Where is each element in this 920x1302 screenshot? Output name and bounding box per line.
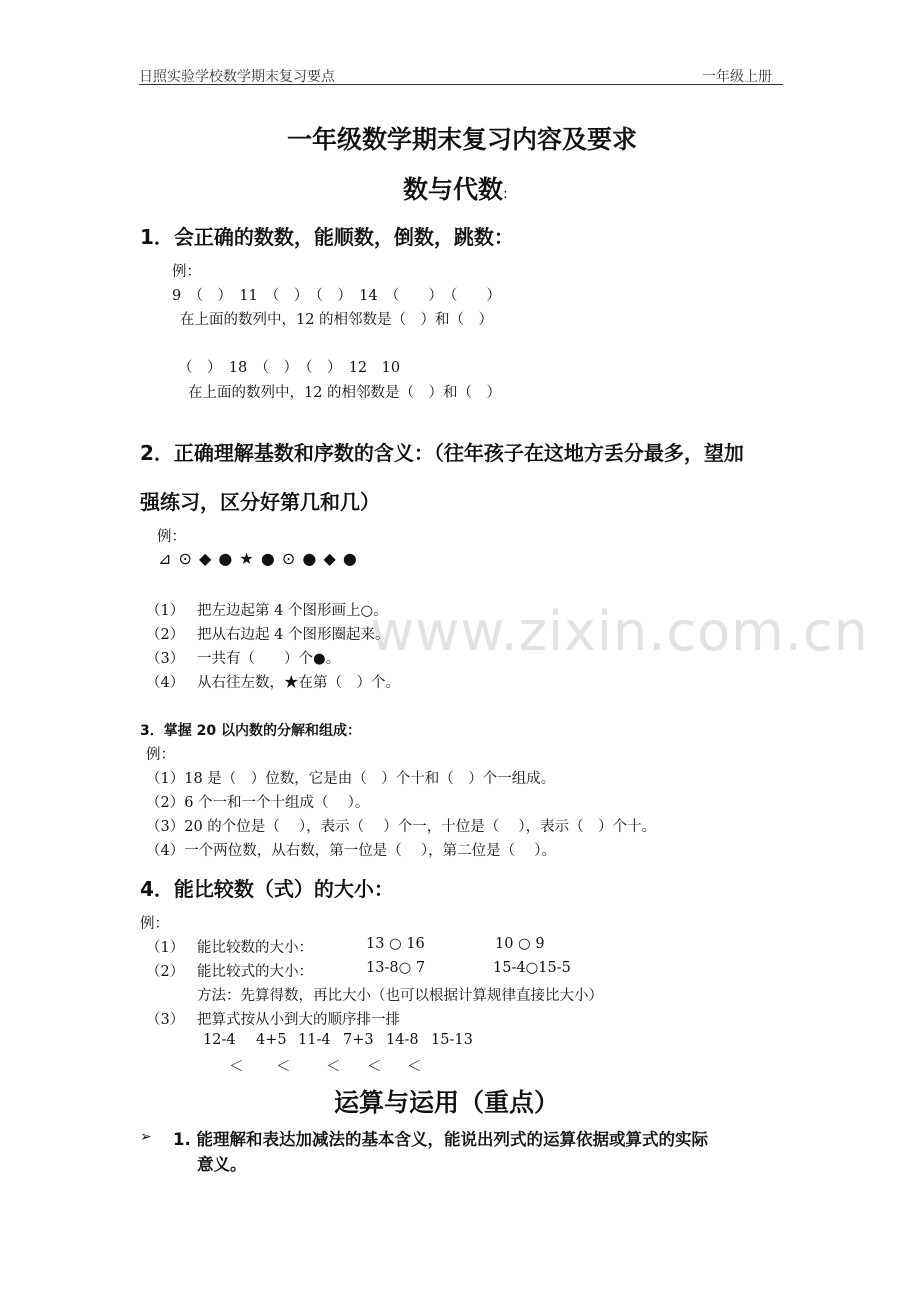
sec5-item-line2: 意义。: [197, 1155, 247, 1174]
sec4-item2-compare-a: 13-8○ 7: [366, 960, 426, 976]
sec4-less-than: ＜: [407, 1059, 422, 1075]
sec4-item1-num: （1）: [146, 940, 185, 956]
sec2-example-label: 例：: [157, 529, 186, 545]
sec4-item1-compare-b: 10 ○ 9: [495, 936, 545, 952]
header-left: 日照实验学校数学期末复习要点: [139, 69, 335, 85]
sec4-item2-label: 能比较式的大小：: [197, 964, 313, 980]
sec4-method: 方法：先算得数，再比大小（也可以根据计算规律直接比大小）: [197, 988, 603, 1004]
sec2-item-text: 从右往左数，★在第（ ）个。: [197, 675, 400, 691]
header-divider: [139, 84, 783, 85]
sec4-item2-compare-b: 15-4○15-5: [493, 960, 571, 976]
sec4-heading: 4．能比较数（式）的大小：: [140, 877, 394, 901]
sec4-less-than: ＜: [367, 1059, 382, 1075]
sec4-expression: 7+3: [343, 1032, 374, 1048]
sec5-item-line1: 1. 能理解和表达加减法的基本含义，能说出列式的运算依据或算式的实际: [173, 1130, 708, 1149]
sec4-expression: 14-8: [386, 1032, 419, 1048]
header-right: 一年级上册: [702, 69, 772, 85]
sec4-less-than: ＜: [229, 1059, 244, 1075]
sec2-shapes-row: ⊿ ⊙ ◆ ● ★ ● ⊙ ● ◆ ●: [158, 549, 358, 568]
sec2-item-text: 一共有（ ）个●。: [197, 651, 341, 667]
sec1-heading: 1．会正确的数数，能顺数，倒数，跳数：: [140, 225, 514, 249]
sec2-heading-line1: 2．正确理解基数和序数的含义：（往年孩子在这地方丢分最多，望加: [140, 441, 744, 465]
sec4-item2-num: （2）: [146, 964, 185, 980]
sec3-item: （4）一个两位数，从右数，第一位是（ ），第二位是（ ）。: [146, 843, 556, 859]
sec2-item-num: （2）: [146, 627, 185, 643]
sec2-heading-line2: 强练习，区分好第几和几）: [140, 490, 380, 514]
sec3-item: （1）18 是（ ）位数，它是由（ ）个十和（ ）个一组成。: [146, 771, 556, 787]
sec3-example-label: 例：: [146, 747, 175, 763]
sec4-expression: 12-4: [203, 1032, 236, 1048]
sec1-sequence-1: 9 （ ） 11 （ ） （ ） 14 （ ） （ ）: [172, 288, 501, 304]
sec4-item1-compare-a: 13 ○ 16: [366, 936, 425, 952]
sec3-item: （3）20 的个位是（ ），表示（ ）个一，十位是（ ），表示（ ）个十。: [146, 819, 657, 835]
section-title-text: 数与代数: [403, 175, 504, 204]
sec1-example-label: 例：: [172, 264, 201, 280]
sec1-question-2: 在上面的数列中，12 的相邻数是（ ）和（ ）: [188, 385, 502, 401]
sec2-item-num: （4）: [146, 675, 185, 691]
sec4-example-label: 例：: [140, 916, 169, 932]
watermark: www.zixin.com.cn: [370, 600, 869, 663]
sec2-item-num: （1）: [146, 603, 185, 619]
sec2-item-num: （3）: [146, 651, 185, 667]
sec4-less-than: ＜: [326, 1059, 341, 1075]
section-title-operations: 运算与运用（重点）: [334, 1088, 560, 1117]
sec4-expression: 11-4: [298, 1032, 331, 1048]
sec4-item3-num: （3）: [146, 1012, 185, 1028]
section-title-number-algebra: [403, 170, 508, 206]
sec2-item-text: 把左边起第 4 个图形画上○。: [197, 603, 388, 619]
sec4-item1-label: 能比较数的大小：: [197, 940, 313, 956]
sec1-question-1: 在上面的数列中，12 的相邻数是（ ）和（ ）: [180, 312, 494, 328]
sec4-expression: 4+5: [256, 1032, 287, 1048]
sec3-item: （2）6 个一和一个十组成（ ）。: [146, 795, 370, 811]
page-title: 一年级数学期末复习内容及要求: [287, 125, 638, 154]
bullet-arrow-icon: ➢: [140, 1129, 152, 1145]
sec4-less-than: ＜: [276, 1059, 291, 1075]
sec4-item3-label: 把算式按从小到大的顺序排一排: [197, 1012, 400, 1028]
sec2-item-text: 把从右边起 4 个图形圈起来。: [197, 627, 390, 643]
sec1-sequence-2: （ ） 18 （ ） （ ） 12 10: [178, 360, 401, 376]
section-title-colon: :: [503, 186, 508, 202]
sec4-expression: 15-13: [431, 1032, 473, 1048]
sec3-heading: 3．掌握 20 以内数的分解和组成：: [140, 723, 361, 739]
